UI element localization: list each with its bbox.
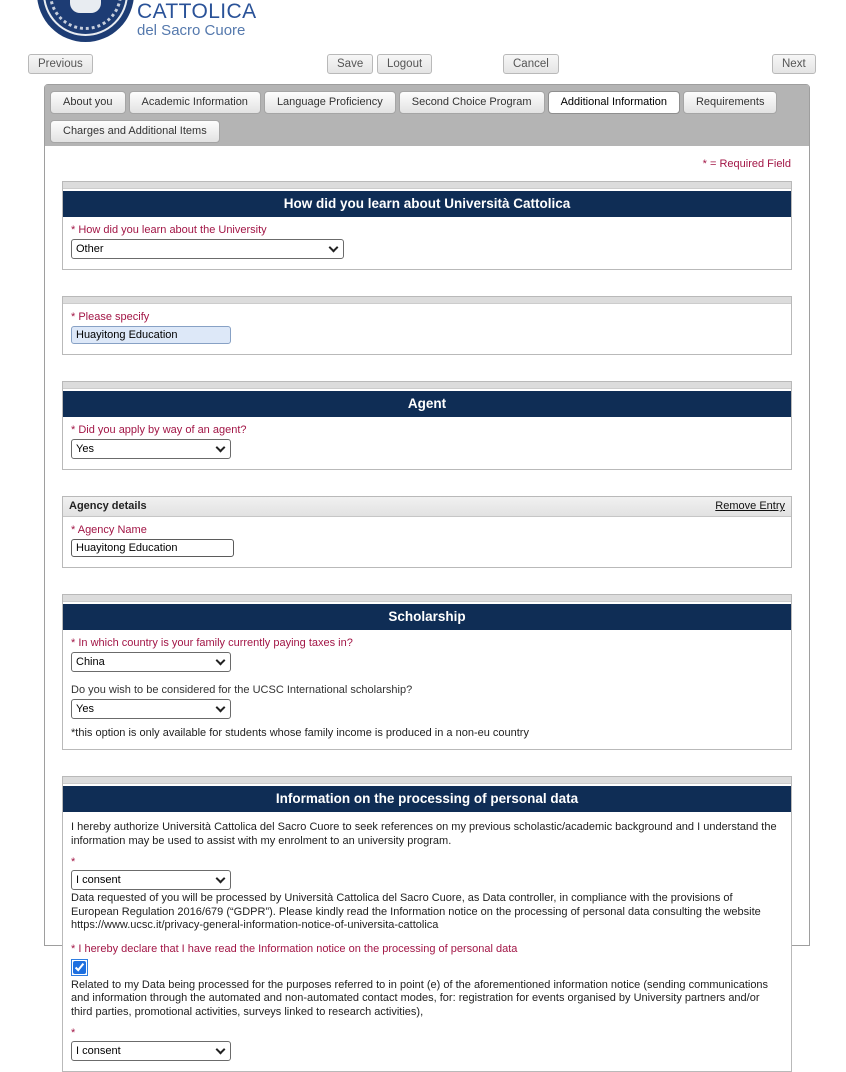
agency-name-input[interactable]: [71, 539, 234, 557]
agent-question-label: * Did you apply by way of an agent?: [71, 424, 247, 436]
brand-line-1: CATTOLICA: [137, 0, 257, 23]
required-field-note: * = Required Field: [702, 158, 791, 170]
tab-academic-information[interactable]: Academic Information: [129, 91, 261, 114]
section-title: How did you learn about Università Cattolica: [63, 191, 791, 217]
gdpr-paragraph: Data requested of you will be processed by Università Cattolica del Sacro Cuore, as Data controller, in compliance with the provisions of European Regulation 2016/679 (“GDPR”). Please kindly read the Information notice on the processing of personal data consulting the website https://www.ucsc.it/privacy-general-information-notice-of-universita-cattolica: [71, 892, 761, 932]
tax-country-label: * In which country is your family currently paying taxes in?: [71, 637, 353, 649]
agency-details-header: [63, 497, 791, 517]
please-specify-input[interactable]: [71, 326, 231, 344]
tab-bar: [45, 85, 809, 146]
page-header: [0, 0, 846, 46]
scholarship-question-label: Do you wish to be considered for the UCSC International scholarship?: [71, 684, 413, 696]
university-wordmark: [137, 1, 257, 39]
tab-charges-and-additional-items[interactable]: Charges and Additional Items: [50, 120, 220, 143]
tab-content: [45, 146, 809, 1072]
section-top-bar: [63, 182, 791, 189]
section-top-bar: [63, 777, 791, 784]
section-title: Information on the processing of personal data: [63, 786, 791, 812]
section-agent: [62, 381, 792, 470]
learn-about-select[interactable]: [71, 239, 344, 259]
section-top-bar: [63, 382, 791, 389]
cancel-button[interactable]: Cancel: [503, 54, 559, 74]
agent-select[interactable]: [71, 439, 231, 459]
agency-details-title: Agency details: [69, 500, 147, 512]
tax-country-select[interactable]: [71, 652, 231, 672]
tab-second-choice-program[interactable]: Second Choice Program: [399, 91, 545, 114]
section-top-bar: [63, 595, 791, 602]
point-e-paragraph: Related to my Data being processed for the purposes referred to in point (e) of the aforementioned information notice (sending communications and information through the automated and non-automated contact modes, for: registration for events organised by University partners and/or third parties, promotional activities, surveys linked to research activities),: [71, 978, 769, 1018]
consent-2-select[interactable]: [71, 1041, 231, 1061]
scholarship-note: *this option is only available for students whose family income is produced in a non-eu country: [71, 727, 529, 739]
previous-button[interactable]: Previous: [28, 54, 93, 74]
scholarship-select[interactable]: [71, 699, 231, 719]
tab-about-you[interactable]: About you: [50, 91, 126, 114]
declare-checkbox[interactable]: [73, 961, 86, 974]
section-agency-details: [62, 496, 792, 568]
authorize-paragraph: I hereby authorize Università Cattolica del Sacro Cuore to seek references on my previous scholastic/academic background and I understand the information may be used to assist with my enrolment to an university program.: [71, 821, 777, 847]
section-title: Agent: [63, 391, 791, 417]
section-title: Scholarship: [63, 604, 791, 630]
agency-name-label: * Agency Name: [71, 524, 147, 536]
section-scholarship: [62, 594, 792, 750]
please-specify-label: * Please specify: [71, 311, 150, 323]
section-personal-data: [62, 776, 792, 1072]
next-button[interactable]: Next: [772, 54, 816, 74]
save-button[interactable]: Save: [327, 54, 373, 74]
university-seal-icon: [37, 0, 134, 42]
consent-2-required-asterisk: *: [71, 1027, 76, 1040]
tab-additional-information[interactable]: Additional Information: [548, 91, 680, 114]
remove-entry-link[interactable]: Remove Entry: [715, 500, 785, 512]
consent-1-select[interactable]: [71, 870, 231, 890]
application-panel: [44, 84, 810, 1040]
declare-label: * I hereby declare that I have read the Information notice on the processing of personal data: [71, 942, 518, 955]
learn-about-label: * How did you learn about the University: [71, 224, 267, 236]
brand-line-2: del Sacro Cuore: [137, 22, 246, 40]
section-top-bar: [63, 297, 791, 304]
tab-requirements[interactable]: Requirements: [683, 91, 777, 114]
section-please-specify: [62, 296, 792, 355]
logout-button[interactable]: Logout: [377, 54, 432, 74]
consent-1-required-asterisk: *: [71, 856, 76, 869]
tab-language-proficiency[interactable]: Language Proficiency: [264, 91, 396, 114]
section-how-did-you-learn: [62, 181, 792, 270]
